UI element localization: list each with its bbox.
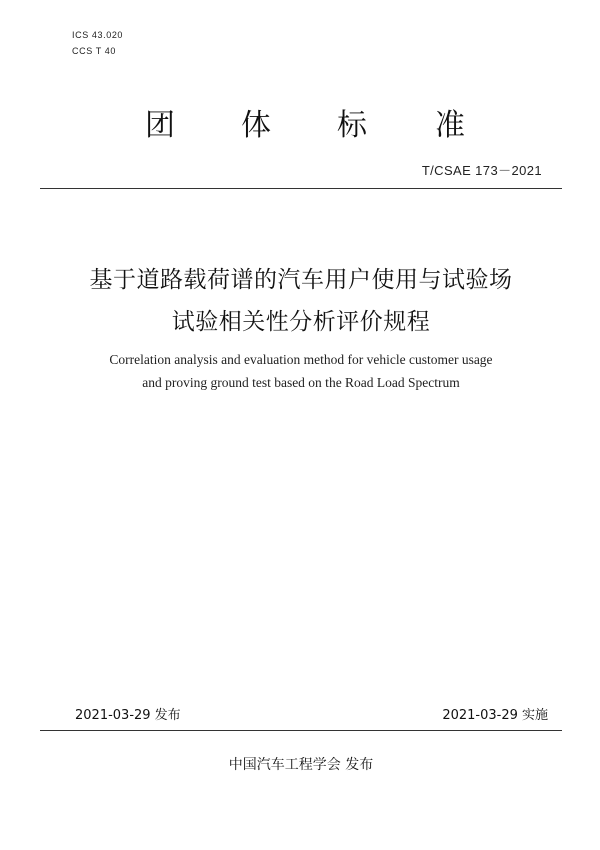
implementation-date: 2021-03-29 实施: [442, 708, 548, 723]
top-divider: [40, 188, 562, 189]
standard-type-char: 体: [241, 108, 271, 143]
chinese-title-line-2: 试验相关性分析评价规程: [171, 309, 431, 335]
publisher: 中国汽车工程学会 发布: [228, 757, 374, 773]
english-title-line-2: and proving ground test based on the Road Load Spectrum: [142, 375, 460, 390]
standard-type-char: 标: [337, 108, 367, 143]
english-title-line-1: Correlation analysis and evaluation method for vehicle customer usage: [109, 352, 493, 367]
standard-type-heading: [72, 106, 528, 150]
issue-date: 2021-03-29 发布: [75, 708, 181, 723]
standard-number: T/CSAE 173－2021: [421, 163, 542, 178]
ccs-code: CCS T 40: [72, 46, 116, 56]
standard-type-char: 准: [435, 108, 465, 143]
ics-code: ICS 43.020: [72, 30, 124, 40]
bottom-divider: [40, 730, 562, 731]
chinese-title-line-1: 基于道路载荷谱的汽车用户使用与试验场: [89, 267, 513, 293]
standard-type-char: 团: [145, 108, 175, 143]
